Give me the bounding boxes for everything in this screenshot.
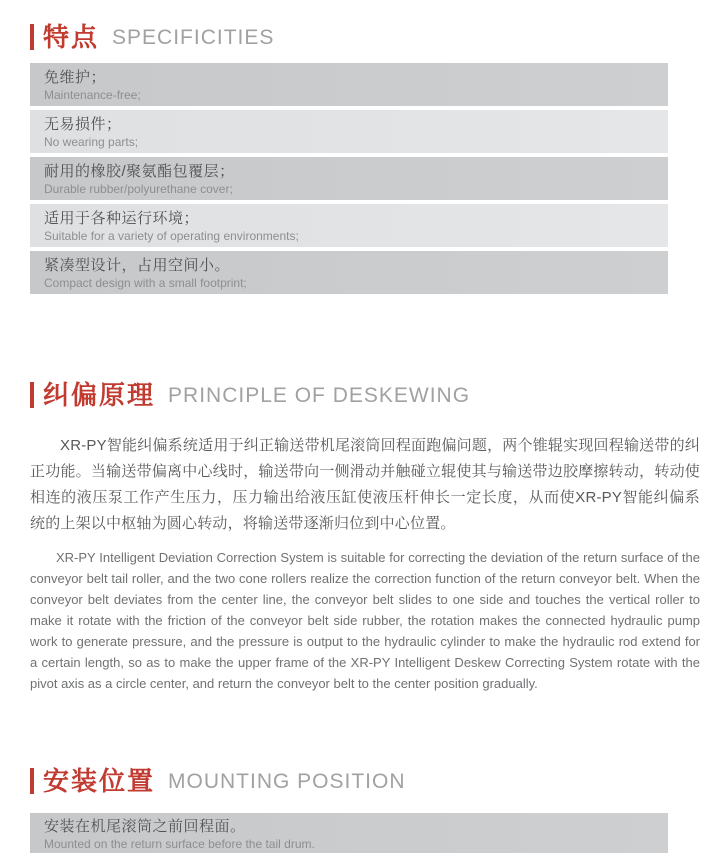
spec-item-no-wearing-parts (30, 110, 668, 153)
red-accent-bar (30, 382, 34, 408)
mounting-item-en: Mounted on the return surface before the tail drum. (44, 837, 315, 851)
red-accent-bar (30, 24, 34, 50)
spec-item-durable-cover (30, 157, 668, 200)
spec-item-zh: 紧凑型设计，占用空间小。 (44, 257, 231, 274)
section-title-en-specificities: SPECIFICITIES (112, 25, 275, 49)
mounting-item-zh: 安装在机尾滚筒之前回程面。 (44, 818, 246, 835)
section-title-zh-specificities: 特点 (43, 22, 100, 52)
mounting-list (30, 813, 668, 853)
spec-item-zh: 免维护； (44, 69, 107, 86)
spec-item-operating-environments (30, 204, 668, 247)
section-title-zh-mounting: 安装位置 (43, 766, 156, 796)
spec-item-en: Suitable for a variety of operating environments; (44, 229, 299, 243)
spec-item-zh: 无易损件； (44, 116, 122, 133)
principle-paragraph-zh: XR-PY智能纠偏系统适用于纠正输送带机尾滚筒回程面跑偏问题，两个锥辊实现回程输送带的纠正功能。当输送带偏离中心线时，输送带向一侧滑动并触碰立辊使其与输送带边胶摩擦转动，转动使相连的液压泵工作产生压力，压力输出给液压缸使液压杆伸长一定长度，从而使XR-PY智能纠偏系统的上架以中枢轴为圆心转动，将输送带逐渐归位到中心位置。 (30, 437, 700, 532)
section-title-zh-principle: 纠偏原理 (43, 380, 156, 410)
spec-item-en: Maintenance-free; (44, 88, 141, 102)
section-header-principle (30, 379, 727, 411)
spec-item-zh: 耐用的橡胶/聚氨酯包覆层； (44, 163, 235, 180)
spec-item-compact-design (30, 251, 668, 294)
spec-item-en: Durable rubber/polyurethane cover; (44, 182, 233, 196)
red-accent-bar (30, 768, 34, 794)
spec-item-en: Compact design with a small footprint; (44, 276, 247, 290)
spec-item-zh: 适用于各种运行环境； (44, 210, 200, 227)
spec-item-maintenance-free (30, 63, 668, 106)
mounting-item-tail-drum (30, 813, 668, 853)
section-header-specificities (30, 22, 727, 52)
spec-item-en: No wearing parts; (44, 135, 139, 149)
section-title-en-mounting: MOUNTING POSITION (168, 769, 406, 793)
principle-paragraph-en: XR-PY Intelligent Deviation Correction System is suitable for correcting the deviation of the return surface of the conveyor belt tail roller, and the two cone rollers realize the correction function of the return conveyor belt. When the conveyor belt deviates from the center line, the conveyor belt slides to one side and touches the vertical roller to make it rotate with the friction of the conveyor belt side rubber, the rotation makes the connected hydraulic pump work to generate pressure, and the pressure is output to the hydraulic cylinder to make the hydraulic rod extend for a certain length, so as to make the upper frame of the XR-PY Intelligent Deskew Correcting System rotate with the pivot axis as a circle center, and return the conveyor belt to the center position gradually. (30, 550, 700, 691)
spec-list (30, 63, 668, 294)
section-header-mounting (30, 765, 727, 797)
section-title-en-principle: PRINCIPLE OF DESKEWING (168, 383, 471, 407)
